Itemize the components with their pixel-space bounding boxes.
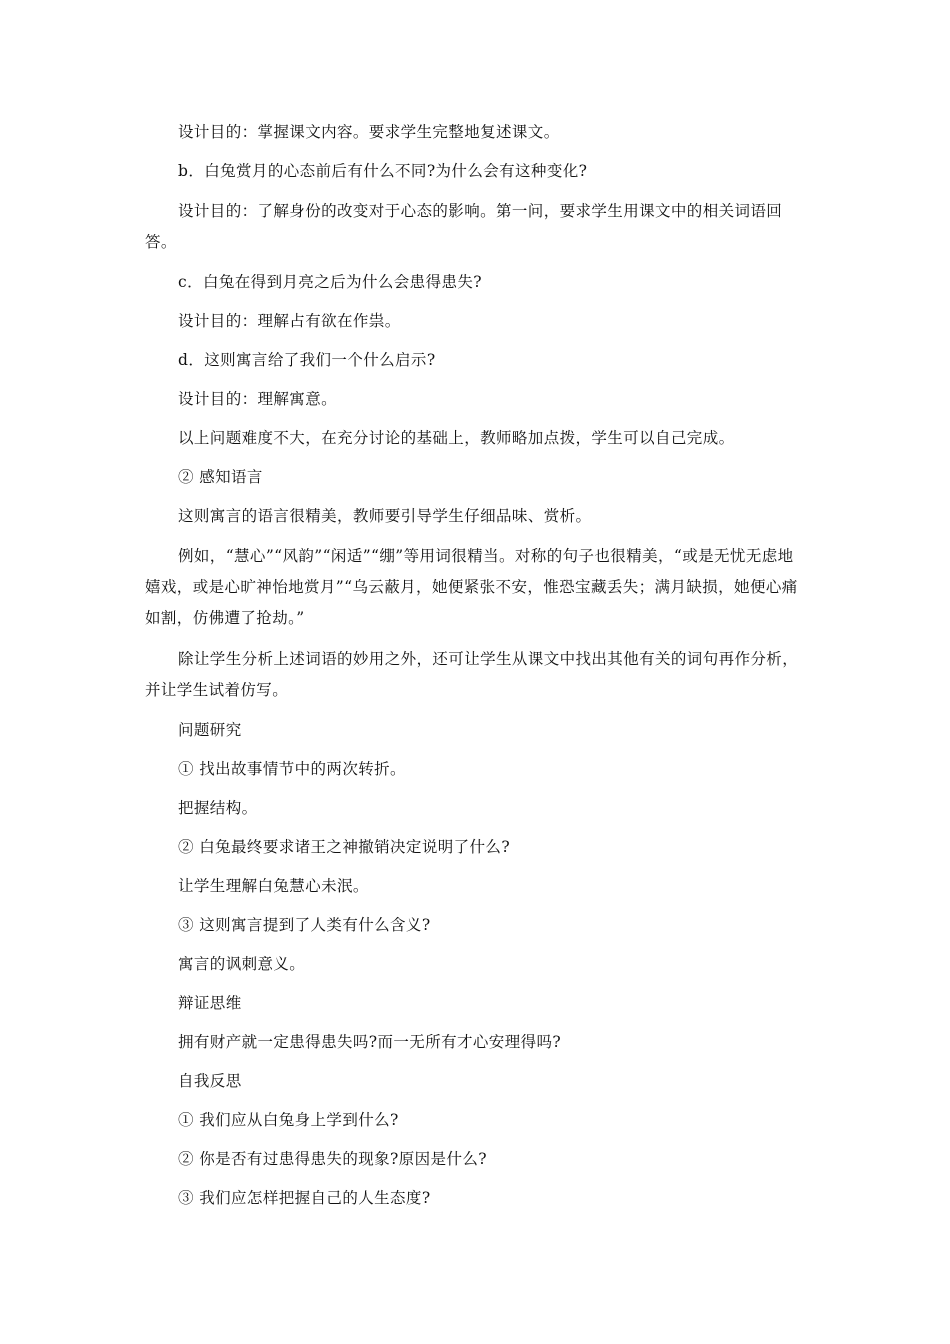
paragraph-question-b: b．白兔赏月的心态前后有什么不同?为什么会有这种变化? (178, 162, 588, 180)
research-answer-3: 寓言的讽刺意义。 (178, 955, 306, 973)
paragraph-question-c: c．白兔在得到月亮之后为什么会患得患失? (178, 273, 482, 291)
paragraph-design-purpose-4: 设计目的：理解寓意。 (178, 390, 338, 408)
paragraph-design-purpose-2: 设计目的：了解身份的改变对于心态的影响。第一问，要求学生用课文中的相关词语回答。 (145, 202, 783, 251)
paragraph-language-intro: 这则寓言的语言很精美，教师要引导学生仔细品味、赏析。 (178, 507, 592, 525)
research-item-3: ③ 这则寓言提到了人类有什么含义? (178, 916, 431, 934)
paragraph-design-purpose-1: 设计目的：掌握课文内容。要求学生完整地复述课文。 (178, 123, 560, 141)
paragraph-design-purpose-3: 设计目的：理解占有欲在作祟。 (178, 312, 401, 330)
paragraph-summary: 以上问题难度不大，在充分讨论的基础上，教师略加点拨，学生可以自己完成。 (178, 429, 735, 447)
research-item-1: ① 找出故事情节中的两次转折。 (178, 760, 406, 778)
section-heading-dialectic: 辩证思维 (178, 994, 242, 1012)
reflection-item-1: ① 我们应从白兔身上学到什么? (178, 1111, 399, 1129)
paragraph-question-d: d．这则寓言给了我们一个什么启示? (178, 351, 436, 369)
section-heading-research: 问题研究 (178, 721, 242, 739)
paragraph-language-example: 例如，“慧心”“风韵”“闲适”“绷”等用词很精当。对称的句子也很精美，“或是无忧无虑地嬉戏，或是心旷神怡地赏月”“乌云蔽月，她便紧张不安，惟恐宝藏丢失；满月缺损，她便心痛如割，仿佛遭了抢劫。” (145, 547, 798, 627)
paragraph-language-analysis: 除让学生分析上述词语的妙用之外，还可让学生从课文中找出其他有关的词句再作分析，并让学生试着仿写。 (145, 650, 799, 699)
section-heading-reflection: 自我反思 (178, 1072, 242, 1090)
research-answer-1: 把握结构。 (178, 799, 258, 817)
dialectic-question: 拥有财产就一定患得患失吗?而一无所有才心安理得吗? (178, 1033, 562, 1051)
research-item-2: ② 白兔最终要求诸王之神撤销决定说明了什么? (178, 838, 511, 856)
reflection-item-3: ③ 我们应怎样把握自己的人生态度? (178, 1189, 431, 1207)
reflection-item-2: ② 你是否有过患得患失的现象?原因是什么? (178, 1150, 487, 1168)
document-body (145, 118, 805, 1223)
section-heading-language: ② 感知语言 (178, 468, 263, 486)
research-answer-2: 让学生理解白兔慧心未泯。 (178, 877, 369, 895)
